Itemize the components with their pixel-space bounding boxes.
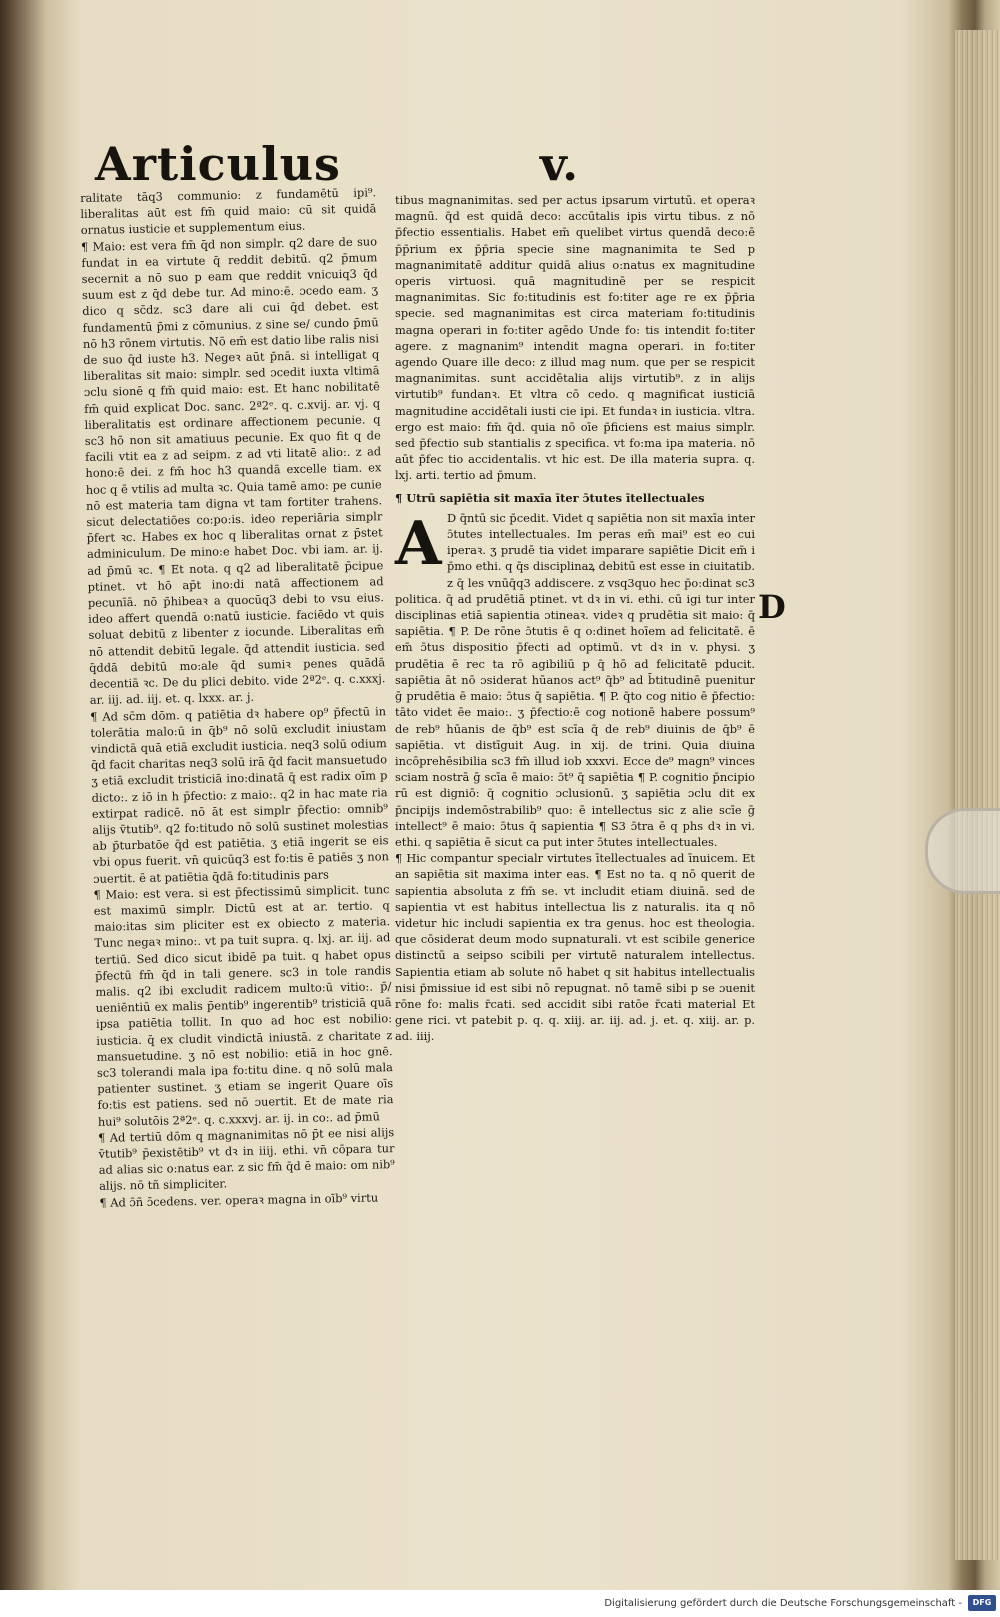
right-paragraph-top: tibus magnanimitas. sed per actus ipsarum virtutū. et operaꝛ magnū. q̄d est quidā deco: accūtalis ipis virtu tibus. z nō p̄fectio essentialis. Habet em̄ quelibet virtus quendā deco:ē p̄p̄rium ex p̄p̄ria specie sine magnanimita te Sed p magnanimitatē additur quidā alius o:natus ex magnitudine operis virtuosi. quā magnitudinē per se respicit magnanimitas. Sic fo:titudinis est fo:titer age re ex p̄p̄ria specie. sed magnanimitas est circa materiam fo:titudinis magna operari in fo:titer agēdo Unde fo: tis intendit fo:titer agere. z magnanim⁹ intendit magna operari. in fo:titer agendo Quare ille deco: z illud mag num. que per se respicit magnanimitas. sunt accidētalia alijs virtutib⁹. z in alijs virtutib⁹ fundanꝛ. Et vltra cō cedo. q magnificat iusticiā magnitudine accidētali iusti cie ipi. Et fundaꝛ in iusticia. vltra. ergo est maio: fm̄ q̄d. quia nō oīe p̄ficiens est maius simplr. sed p̄fectio sub stantialis z specifica. vt fo:ma ipa materia. nō aūt p̄fec tio accidentalis. vt hic est. De illa materia supra. q. lxj. arti. tertio ad p̄mum. <box>395 193 755 483</box>
running-header-left: Articulus <box>95 137 341 191</box>
left-paragraph-1: ralitate tāq3 communio: z fundamētū ipi⁹. liberalitas aūt est fm̄ quid maio: cū sit quidā ornatus iusticie et supplementum eius. <box>80 185 377 238</box>
article-heading: ¶ Utrū sapiētia sit maxīa īter ɔ̄tutes ītellectuales <box>395 490 705 505</box>
margin-letter: D <box>758 588 786 626</box>
book-page <box>40 20 945 1575</box>
article-paragraph: D q̄ntū sic p̄cedit. Videt q sapiētia non sit maxīa inter ɔ̄tutes intellectuales. Im peras em̄ mai⁹ est eo cui iperaꝛ. ʒ prudē tia videt imparare sapiētie Dicit em̄ i p̄mo ethi. q q̄s disciplinaꝝ debitū est esse in ciuitatib. z q̄ les vnūq̄q3 addiscere. z vsq3quo hec p̄o:dinat sc3 politica. q̄ ad prudētiā ptinet. vt dꝛ in vi. ethi. cū igi tur inter disciplinas etiā sapientia ɔtineaꝛ. videꝛ q prudētia sit maio: q̄ sapiētia. ¶ P. De rōne ɔ̄tutis ē q o:dinet hoīem ad felicitatē. ē em̄ ɔ̄tus dispositio p̄fecti ad optimū. vt dꝛ in v. physi. ʒ prudētia ē rec ta rō agibiliū p q̄ hō ad felicitatē pducit. sapiētia āt nō ɔsiderat hūanos act⁹ q̄b⁹ ad b̄titudinē puenitur ḡ prudētia ē maio: ɔ̄tus q̄ sapiētia. ¶ P. q̄to cog nitio ē p̄fectio: tāto videt ēe maio:. ʒ p̄fectio:ē cog notionē habere possum⁹ de reb⁹ hūanis de q̄b⁹ est scīa q̄ de reb⁹ diuinis de q̄b⁹ ē sapiētia. vt distīguit Aug. in xij. de trini. Quia diuina incōprehēsibilia sc3 fm̄ illud iob xxxvi. Ecce de⁹ magn⁹ vinces sciam nostrā ḡ scīa ē maio: ɔ̄t⁹ q̄ sapiētia ¶ P. cognitio p̄ncipio rū est digniō: q̄ cognitio ɔclusionū. ʒ sapiētia ɔclu dit ex p̄ncipijs indemōstrabilib⁹ quo: ē intellectus sic z alie scīe ḡ intellect⁹ ē maio: ɔ̄tus q̄ sapientia ¶ S3 ɔ̄tra ē q phs dꝛ in vi. ethi. q sapiētia ē sicut ca put inter ɔ̄tutes intellectuales. <box>395 510 755 849</box>
book-page-edges <box>955 30 1000 1560</box>
left-text-column <box>80 184 396 1210</box>
footer-credit: Digitalisierung gefördert durch die Deutsche Forschungsgemeinschaft - <box>604 1598 962 1609</box>
left-paragraph-5: ¶ Ad tertiū dōm q magnanimitas nō p̄t ee nisi alijs v̄tutib⁹ p̄existētib⁹ vt dꝛ in iiij. ethi. vn̄ cōpara tur ad alias sic o:natus ear. z sic fm̄ q̄d ē maio: om nib⁹ alijs. nō tñ simpliciter. <box>98 1124 395 1194</box>
closing-paragraph: ¶ Hic compantur specialr virtutes ītellectuales ad īnuicem. Et an sapiētia sit maxima inter eas. ¶ Est no ta. q nō querit de sapientia absoluta z fm̄ se. vt includit etiam diuinā. sed de sapientia vt est habitus intellectua lis z naturalis. ita q nō videtur hic includi sapientia ex tra genus. hoc est theologia. que cōsiderat deum modo supnaturali. vt est scibile generice distinctū a seipso scibili per virtutē naturalem intellectus. Sapientia etiam ab solute nō habet q sit habitus intellectualis nisi p̄missiue id est sibi nō repugnat. nō tamē sibi p se ɔuenit rōne fo: malis r̄cati. sed accidit sibi ratōe r̄cati material Et gene rici. vt patebit p. q. q. xiij. ar. iij. ad. j. et. q. xiij. ar. p. ad. iiij. <box>395 851 755 1044</box>
decorated-initial: A <box>395 508 442 579</box>
right-text-column <box>395 192 755 1045</box>
left-paragraph-4: ¶ Maio: est vera. si est p̄fectissimū simplicit. tunc est maximū simplr. Dictū est at ar. tertio. q maio:itas sim pliciter est ex obiecto z materia. Tunc negaꝛ mino:. vt pa tuit supra. q. lxj. ar. iij. ad tertiū. Sed dico sicut ibidē pa tuit. q habet opus p̄fectū fm̄ q̄d in tali genere. sc3 in tole randis malis. q2 ibi excludit radicem multo:ū vitio:. p̄/ ueniēntiū ex malis p̄entib⁹ ingerentib⁹ tristiciā quā ipsa patiētia tollit. In quo ad hoc est nobilio: iusticia. q̄ ex cludit vindictā iniustā. z charitate z mansuetudine. ʒ nō est nobilio: etiā in hoc gnē. sc3 tolerandi mala ipa fo:titu dine. q nō solū mala patienter sustinet. ʒ etiam se ingerit Quare oīs fo:tis est patiens. sed nō ɔuertit. Et de mate ria hui⁹ solutōis 2ª2ᵉ. q. c.xxxvj. ar. ij. in co:. ad p̄mū <box>93 881 394 1129</box>
left-paragraph-2: ¶ Maio: est vera fm̄ q̄d non simplr. q2 dare de suo fundat in ea virtute q̄ reddit debitū. q2 p̄mum secernit a nō suo p eam que reddit vnicuiq3 q̄d suum est z q̄d debe tur. Ad mino:ē. ɔcedo eam. ʒ dico q sc̄dz. sc3 dare ali cui q̄d debet. est fundamentū p̄mi z cōmunius. z sine se/ cundo p̄mū nō h3 rōnem virtutis. Nō em̄ est datio libe ralis nisi de suo q̄d iuste h3. Negeꝛ aūt p̄nā. si intelligat q liberalitas sit maio: simplr. sed ɔcedit iuxta vltimā ɔclu sionē q fm̄ quid maio: est. Et hanc nobilitatē fm̄ quid explicat Doc. sanc. 2ª2ᵉ. q. c.xvij. ar. vj. q liberalitatis est ordinare affectionem pecunie. q sc3 hō non sit amatiuus pecunie. Ex quo fit q de facili vtit ea z ad seipm. z ad vti litatē alio:. z ad hono:ē dei. z fm̄ hoc h3 quandā excelle tiam. ex hoc q ē vtilis ad multa ꝛc. Quia tamē amo: pe cunie nō est materia tam digna vt tam fortiter trahens. sicut delectatiōes co:po:is. ideo reperiāria simplr p̄fert ꝛc. Habes ex hoc q liberalitas ornat z p̄stet adminiculum. De mino:e habet Doc. vbi iam. ar. ij. ad p̄mū ꝛc. ¶ Et nota. q q2 ad liberalitatē p̄cipue ptinet. vt hō ap̄t ino:di natā affectionem ad pecunīā. nō p̄hibeaꝛ a quocūq3 debi to vsu eius. ideo affert quendā o:natū iusticie. faciēdo vt quis soluat debitū z libenter z iocunde. Liberalitas em̄ nō attendit debitū legale. q̄d attendit iusticia. sed q̄ddā debitū mo:ale q̄d sumiꝛ penes quādā decentiā ꝛc. De du plici debito. vide 2ª2ᵉ. q. c.xxxj. ar. iij. ad. iij. et. q. lxxx. ar. j. <box>80 233 386 708</box>
running-header-right: v. <box>540 137 579 191</box>
digitization-footer <box>0 1590 1000 1617</box>
left-paragraph-3: ¶ Ad sc̄m dōm. q patiētia dꝛ habere op⁹ p̄fectū in tolerātia malo:ū in q̄b⁹ nō solū excludit iniustam vindictā quā etiā excludit iusticia. neq3 solū odium q̄d facit charitas neq3 solū irā q̄d facit mansuetudo ʒ etiā excludit tristiciā ino:dinatā q̄ est radix oīm p dicto:. z iō in h p̄fectio: z maio:. q2 in hac mate ria extirpat radicē. nō āt est simplr p̄fectio: omnib⁹ alijs v̄tutib⁹. q2 fo:titudo nō solū sustinet molestias ab p̄turbatōe q̄d est patiētia. ʒ etiā ingerit se eis vbi opus fuerit. vn̄ quicūq3 est fo:tis ē patiēs ʒ non ɔuertit. ē at patiētia q̄dā fo:titudinis pars <box>89 703 389 886</box>
left-paragraph-6: ¶ Ad ɔ̄ñ ɔ̄cedens. ver. operaꝛ magna in oīb⁹ virtu <box>99 1190 379 1210</box>
dfg-logo: DFG <box>968 1595 996 1611</box>
article-body <box>395 510 755 850</box>
